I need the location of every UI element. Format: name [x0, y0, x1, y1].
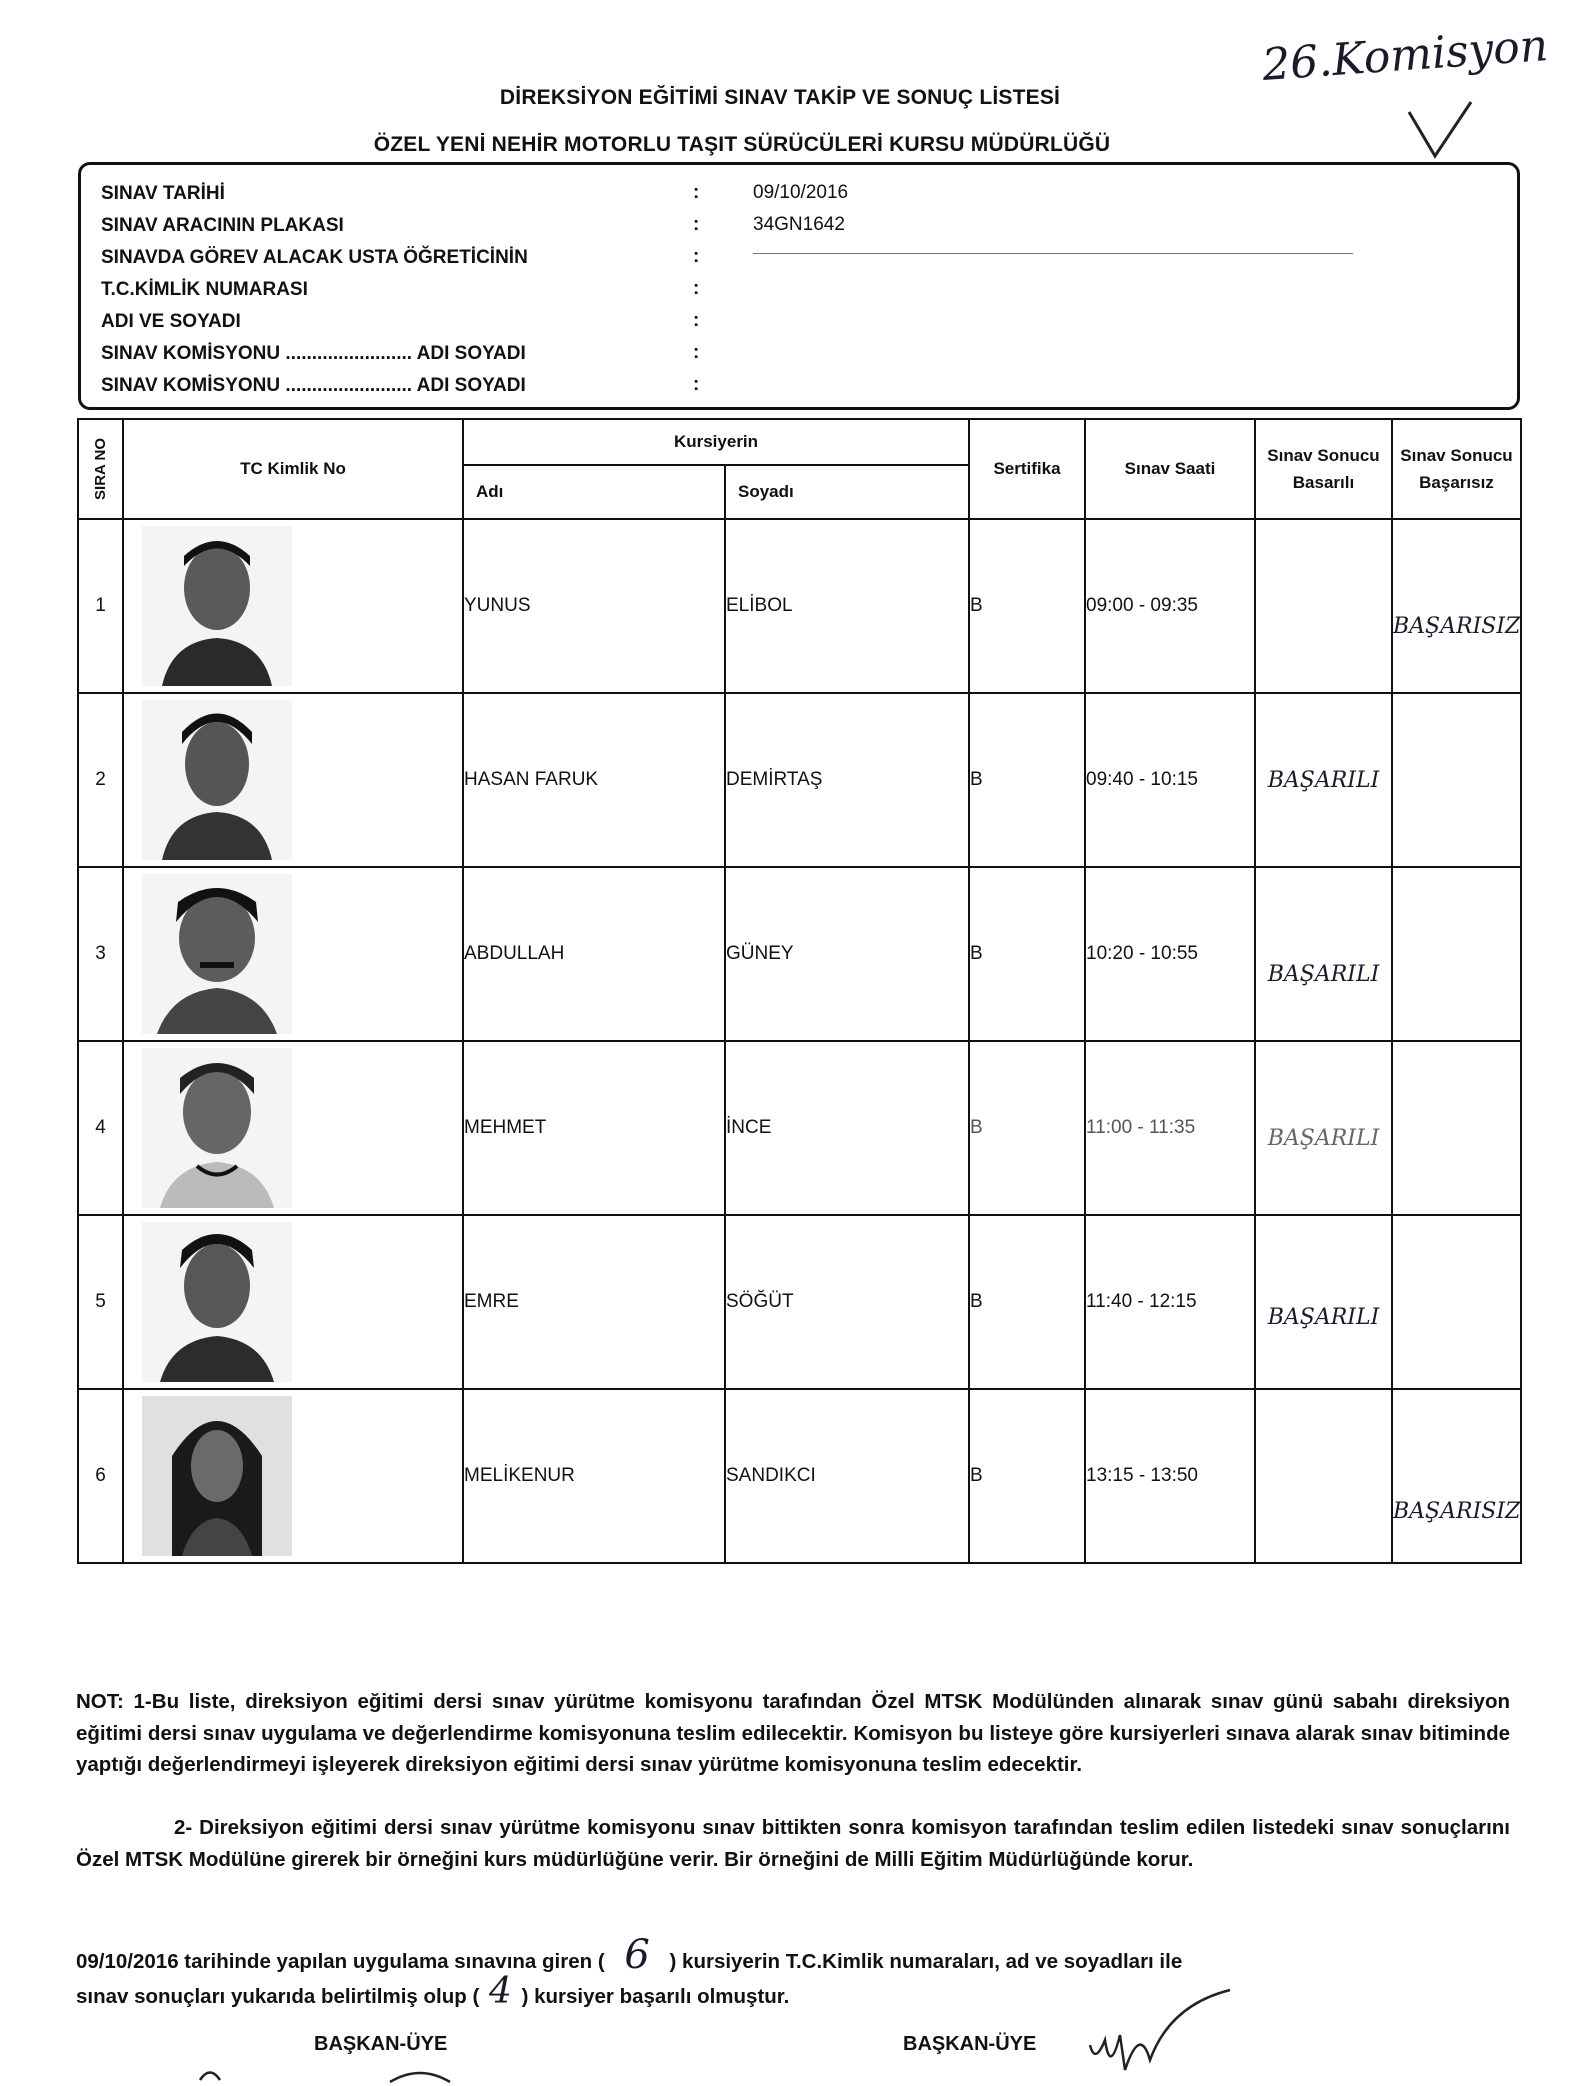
result-fail	[1392, 693, 1521, 867]
result-fail: BAŞARISIZ	[1392, 519, 1521, 693]
exam-time: 13:15 - 13:50	[1085, 1389, 1255, 1563]
header-basarisiz: Sınav Sonucu Başarısız	[1392, 419, 1521, 519]
redaction-line	[753, 253, 1353, 254]
student-last-name: SÖĞÜT	[725, 1215, 969, 1389]
exam-time: 11:40 - 12:15	[1085, 1215, 1255, 1389]
result-fail	[1392, 1041, 1521, 1215]
certificate-class: B	[969, 1041, 1085, 1215]
student-first-name: EMRE	[463, 1215, 725, 1389]
result-fail	[1392, 867, 1521, 1041]
summary-text: sınav sonuçları yukarıda belirtilmiş olup (	[76, 1985, 480, 2008]
info-label-name: ADI VE SOYADI	[101, 311, 241, 332]
student-last-name: ELİBOL	[725, 519, 969, 693]
header-adi: Adı	[463, 465, 725, 519]
exam-time: 11:00 - 11:35	[1085, 1041, 1255, 1215]
student-first-name: MEHMET	[463, 1041, 725, 1215]
student-photo	[142, 1396, 292, 1556]
header-basarili: Sınav Sonucu Basarılı	[1255, 419, 1392, 519]
photo-cell	[123, 1389, 463, 1563]
info-colon: :	[693, 214, 700, 235]
redacted-tc-number	[292, 868, 462, 1040]
info-colon: :	[693, 278, 700, 299]
info-label-tc-number: T.C.KİMLİK NUMARASI	[101, 279, 308, 300]
photo-cell	[123, 1215, 463, 1389]
result-fail: BAŞARISIZ	[1392, 1389, 1521, 1563]
table-row	[78, 1389, 1521, 1563]
table-row	[78, 1041, 1521, 1215]
student-last-name: GÜNEY	[725, 867, 969, 1041]
student-photo	[142, 1222, 292, 1382]
certificate-class: B	[969, 1215, 1085, 1389]
redacted-tc-number	[292, 1216, 462, 1388]
redacted-tc-number	[292, 1042, 462, 1214]
row-number: 1	[78, 519, 123, 693]
photo-cell	[123, 867, 463, 1041]
signature-label-left: BAŞKAN-ÜYE	[314, 2033, 448, 2055]
summary-text: ) kursiyer başarılı olmuştur.	[521, 1985, 790, 2008]
handwritten-pass-count: 4	[489, 1971, 512, 2012]
student-last-name: DEMİRTAŞ	[725, 693, 969, 867]
certificate-class: B	[969, 867, 1085, 1041]
result-fail	[1392, 1215, 1521, 1389]
summary-line-1	[76, 1932, 1510, 1978]
student-photo	[142, 700, 292, 860]
certificate-class: B	[969, 693, 1085, 867]
result-pass	[1255, 1389, 1392, 1563]
info-colon: :	[693, 374, 700, 395]
signature-mark	[1080, 1985, 1240, 2080]
exam-time: 09:00 - 09:35	[1085, 519, 1255, 693]
student-photo	[142, 526, 292, 686]
table-row	[78, 1215, 1521, 1389]
info-value-exam-date: 09/10/2016	[753, 182, 849, 203]
info-label-commission-2: SINAV KOMİSYONU ........................ ADI SOYADI	[101, 375, 526, 396]
redacted-tc-number	[292, 1390, 462, 1562]
result-pass: BAŞARILI	[1255, 693, 1392, 867]
student-last-name: SANDIKCI	[725, 1389, 969, 1563]
row-number: 4	[78, 1041, 123, 1215]
certificate-class: B	[969, 1389, 1085, 1563]
student-last-name: İNCE	[725, 1041, 969, 1215]
note-2: 2- Direksiyon eğitimi dersi sınav yürütme komisyonu sınav bittikten sonra komisyon tarafından teslim edilen listedeki sınav sonuçlarını Özel MTSK Modülüne girerek bir örneğini kurs müdürlüğüne verir. Bir örneğini de Milli Eğitim Müdürlüğünde korur.	[76, 1816, 1510, 1871]
student-first-name: MELİKENUR	[463, 1389, 725, 1563]
summary-text: 09/10/2016 tarihinde yapılan uygulama sınavına giren (	[76, 1950, 605, 1973]
info-label-vehicle-plate: SINAV ARACININ PLAKASI	[101, 215, 344, 236]
note-1: NOT: 1-Bu liste, direksiyon eğitimi dersi sınav yürütme komisyonu tarafından Özel MTSK Modülünden alınarak sınav günü sabahı direksiyon eğitimi dersi sınav uygulama ve değerlendirme komisyonuna teslim edilecektir. Komisyon bu listeye göre kursiyerleri sınava alarak sınav bitiminde yaptığı değerlendirmeyi işleyerek direksiyon eğitimi dersi sınav yürütme komisyonuna teslim edecektir.	[76, 1690, 1510, 1776]
document-subtitle: ÖZEL YENİ NEHİR MOTORLU TAŞIT SÜRÜCÜLERİ KURSU MÜDÜRLÜĞÜ	[373, 133, 1111, 156]
student-photo	[142, 874, 292, 1034]
info-label-exam-date: SINAV TARİHİ	[101, 183, 225, 204]
header-soyadi: Soyadı	[725, 465, 969, 519]
table-row	[78, 867, 1521, 1041]
exam-time: 10:20 - 10:55	[1085, 867, 1255, 1041]
table-row	[78, 519, 1521, 693]
exam-time: 09:40 - 10:15	[1085, 693, 1255, 867]
student-first-name: HASAN FARUK	[463, 693, 725, 867]
header-tc-kimlik: TC Kimlik No	[123, 419, 463, 519]
photo-cell	[123, 693, 463, 867]
photo-cell	[123, 519, 463, 693]
student-first-name: ABDULLAH	[463, 867, 725, 1041]
summary-text: ) kursiyerin T.C.Kimlik numaraları, ad ve soyadları ile	[669, 1950, 1183, 1973]
header-sira-no: SIRA NO	[78, 419, 123, 519]
table-row	[78, 693, 1521, 867]
results-table	[77, 418, 1522, 1564]
info-colon: :	[693, 342, 700, 363]
info-label-instructor: SINAVDA GÖREV ALACAK USTA ÖĞRETİCİNİN	[101, 247, 528, 268]
row-number: 5	[78, 1215, 123, 1389]
exam-info-box	[78, 162, 1520, 410]
redacted-tc-number	[292, 694, 462, 866]
certificate-class: B	[969, 519, 1085, 693]
signature-mark	[190, 2060, 490, 2086]
header-kursiyerin: Kursiyerin	[463, 419, 969, 465]
info-value-vehicle-plate: 34GN1642	[753, 214, 845, 235]
result-pass	[1255, 519, 1392, 693]
info-colon: :	[693, 182, 700, 203]
row-number: 6	[78, 1389, 123, 1563]
result-pass: BAŞARILI	[1255, 867, 1392, 1041]
signature-label-right: BAŞKAN-ÜYE	[903, 2033, 1037, 2055]
header-sertifika: Sertifika	[969, 419, 1085, 519]
info-label-commission-1: SINAV KOMİSYONU ........................ ADI SOYADI	[101, 343, 526, 364]
info-colon: :	[693, 246, 700, 267]
document-title: DİREKSİYON EĞİTİMİ SINAV TAKİP VE SONUÇ LİSTESİ	[499, 86, 1061, 109]
header-sinav-saati: Sınav Saati	[1085, 419, 1255, 519]
student-photo	[142, 1048, 292, 1208]
result-pass: BAŞARILI	[1255, 1041, 1392, 1215]
photo-cell	[123, 1041, 463, 1215]
summary-line-2	[76, 1971, 1510, 2013]
row-number: 3	[78, 867, 123, 1041]
redacted-tc-number	[292, 520, 462, 692]
row-number: 2	[78, 693, 123, 867]
student-first-name: YUNUS	[463, 519, 725, 693]
handwritten-total-count: 6	[624, 1932, 650, 1978]
result-pass: BAŞARILI	[1255, 1215, 1392, 1389]
info-colon: :	[693, 310, 700, 331]
handwritten-commission-note: 26.Komisyon	[1260, 20, 1550, 91]
